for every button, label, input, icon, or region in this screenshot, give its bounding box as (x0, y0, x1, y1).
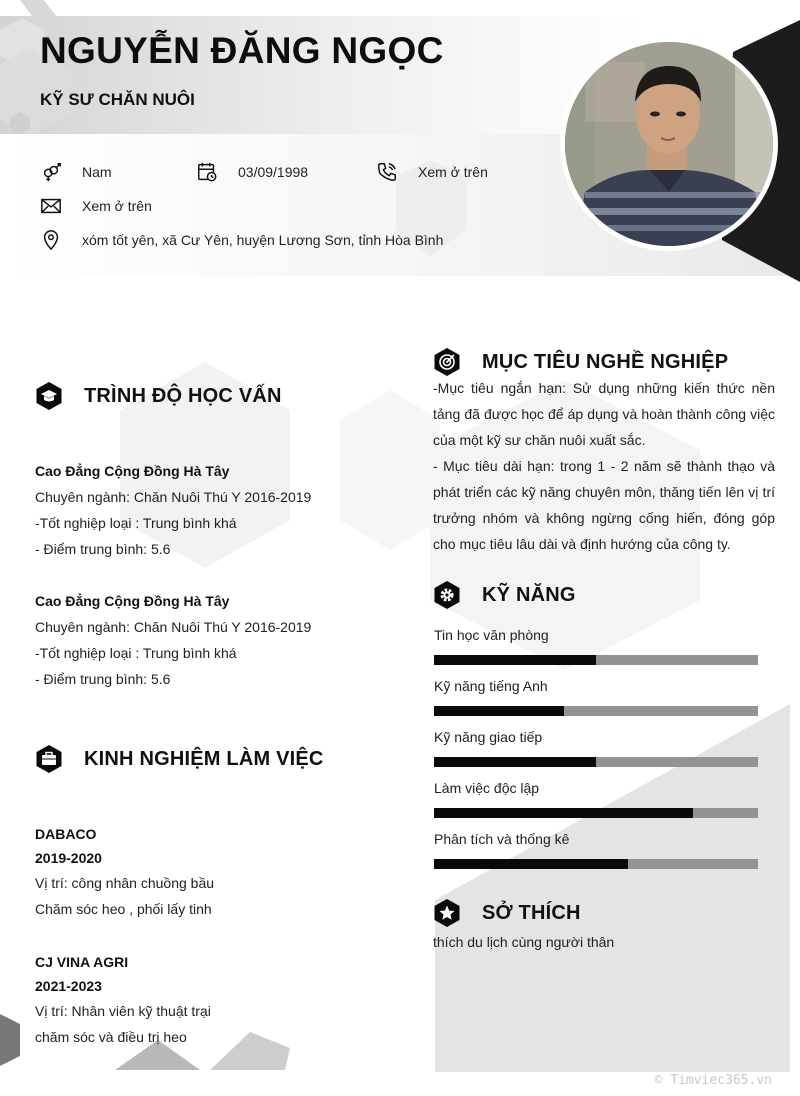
experience-entry (35, 950, 211, 1050)
objective-long-term: - Mục tiêu dài hạn: trong 1 - 2 năm sẽ thành thạo và phát triển các kỹ năng chuyên môn, thăng tiến lên vị trí trưởng nhóm và không ngừng cống hiến, đóng góp cho mục tiêu lâu dài và định hướng của công ty. (433, 458, 775, 552)
skill-item (434, 678, 758, 716)
skill-label: Phân tích và thống kê (434, 831, 570, 847)
skill-bar (434, 706, 758, 716)
objective-section-header (432, 347, 728, 377)
info-phone (376, 161, 488, 183)
education-major: Chuyên ngành: Chăn Nuôi Thú Y 2016-2019 (35, 489, 312, 505)
graduation-cap-icon (34, 381, 64, 411)
education-entry (35, 588, 311, 692)
hobbies-section-header (432, 898, 581, 928)
education-grade: -Tốt nghiệp loại : Trung bình khá (35, 645, 237, 661)
skill-bar-fill (434, 757, 596, 767)
education-school: Cao Đẳng Cộng Đồng Hà Tây (35, 463, 230, 479)
location-pin-icon (40, 229, 66, 251)
education-gpa: - Điểm trung bình: 5.6 (35, 671, 171, 687)
objective-short-term: -Mục tiêu ngắn hạn: Sử dụng những kiến thức nền tảng đã được học để áp dụng và hoàn thành công việc của một kỹ sư chăn nuôi xuất sắc. (433, 380, 775, 448)
hobbies-text: thích du lịch cùng người thân (433, 934, 615, 950)
experience-section-header (34, 744, 324, 774)
skill-bar (434, 655, 758, 665)
skill-item (434, 729, 758, 767)
email-value: Xem ở trên (82, 198, 152, 214)
skill-label: Làm việc độc lập (434, 780, 540, 796)
skill-bar-fill (434, 808, 693, 818)
skill-bar (434, 808, 758, 818)
info-email (40, 195, 152, 217)
avatar (560, 37, 778, 251)
watermark: © Timviec365.vn (654, 1073, 772, 1088)
skill-label: Tin học văn phòng (434, 627, 549, 643)
star-icon (432, 898, 462, 928)
skill-label: Kỹ năng giao tiếp (434, 729, 543, 745)
skills-section-header (432, 580, 576, 610)
skill-bar (434, 757, 758, 767)
phone-icon (376, 161, 402, 183)
calendar-icon (196, 161, 222, 183)
birthday-value: 03/09/1998 (238, 164, 309, 180)
target-icon (432, 347, 462, 377)
avatar-photo (565, 42, 773, 246)
skill-bar-fill (434, 706, 564, 716)
gear-icon (432, 580, 462, 610)
skill-label: Kỹ năng tiếng Anh (434, 678, 548, 694)
education-grade: -Tốt nghiệp loại : Trung bình khá (35, 515, 237, 531)
skill-bar-fill (434, 859, 628, 869)
skill-bar (434, 859, 758, 869)
experience-title: KINH NGHIỆM LÀM VIỆC (84, 747, 324, 770)
education-gpa: - Điểm trung bình: 5.6 (35, 541, 171, 557)
hobbies-title: SỞ THÍCH (482, 901, 581, 924)
education-school: Cao Đẳng Cộng Đồng Hà Tây (35, 593, 230, 609)
experience-company: DABACO (35, 826, 97, 842)
briefcase-icon (34, 744, 64, 774)
skill-item (434, 831, 758, 869)
objective-text (433, 375, 775, 557)
objective-title: MỤC TIÊU NGHỀ NGHIỆP (482, 350, 729, 373)
experience-period: 2019-2020 (35, 850, 102, 866)
info-address (40, 229, 443, 251)
address-value: xóm tốt yên, xã Cư Yên, huyện Lương Sơn, tỉnh Hòa Bình (82, 232, 444, 248)
experience-duty: Chăm sóc heo , phối lấy tinh (35, 901, 212, 917)
gender-value: Nam (82, 164, 112, 180)
phone-value: Xem ở trên (418, 164, 488, 180)
job-title: KỸ SƯ CHĂN NUÔI (40, 90, 195, 109)
skill-item (434, 627, 758, 665)
education-major: Chuyên ngành: Chăn Nuôi Thú Y 2016-2019 (35, 619, 312, 635)
experience-entry (35, 822, 214, 922)
info-gender (40, 161, 112, 183)
education-title: TRÌNH ĐỘ HỌC VẤN (84, 384, 282, 407)
skill-item (434, 780, 758, 818)
skills-title: KỸ NĂNG (482, 583, 576, 606)
experience-position: Vị trí: Nhân viên kỹ thuật trại (35, 1003, 211, 1019)
mail-icon (40, 195, 66, 217)
experience-position: Vị trí: công nhân chuồng bầu (35, 875, 215, 891)
info-birthday (196, 161, 308, 183)
education-section-header (34, 381, 282, 411)
skill-bar-fill (434, 655, 596, 665)
experience-period: 2021-2023 (35, 978, 102, 994)
experience-company: CJ VINA AGRI (35, 954, 129, 970)
education-entry (35, 458, 311, 562)
gender-icon (40, 161, 66, 183)
full-name: NGUYỄN ĐĂNG NGỌC (40, 30, 444, 71)
experience-duty: chăm sóc và điều trị heo (35, 1029, 187, 1045)
